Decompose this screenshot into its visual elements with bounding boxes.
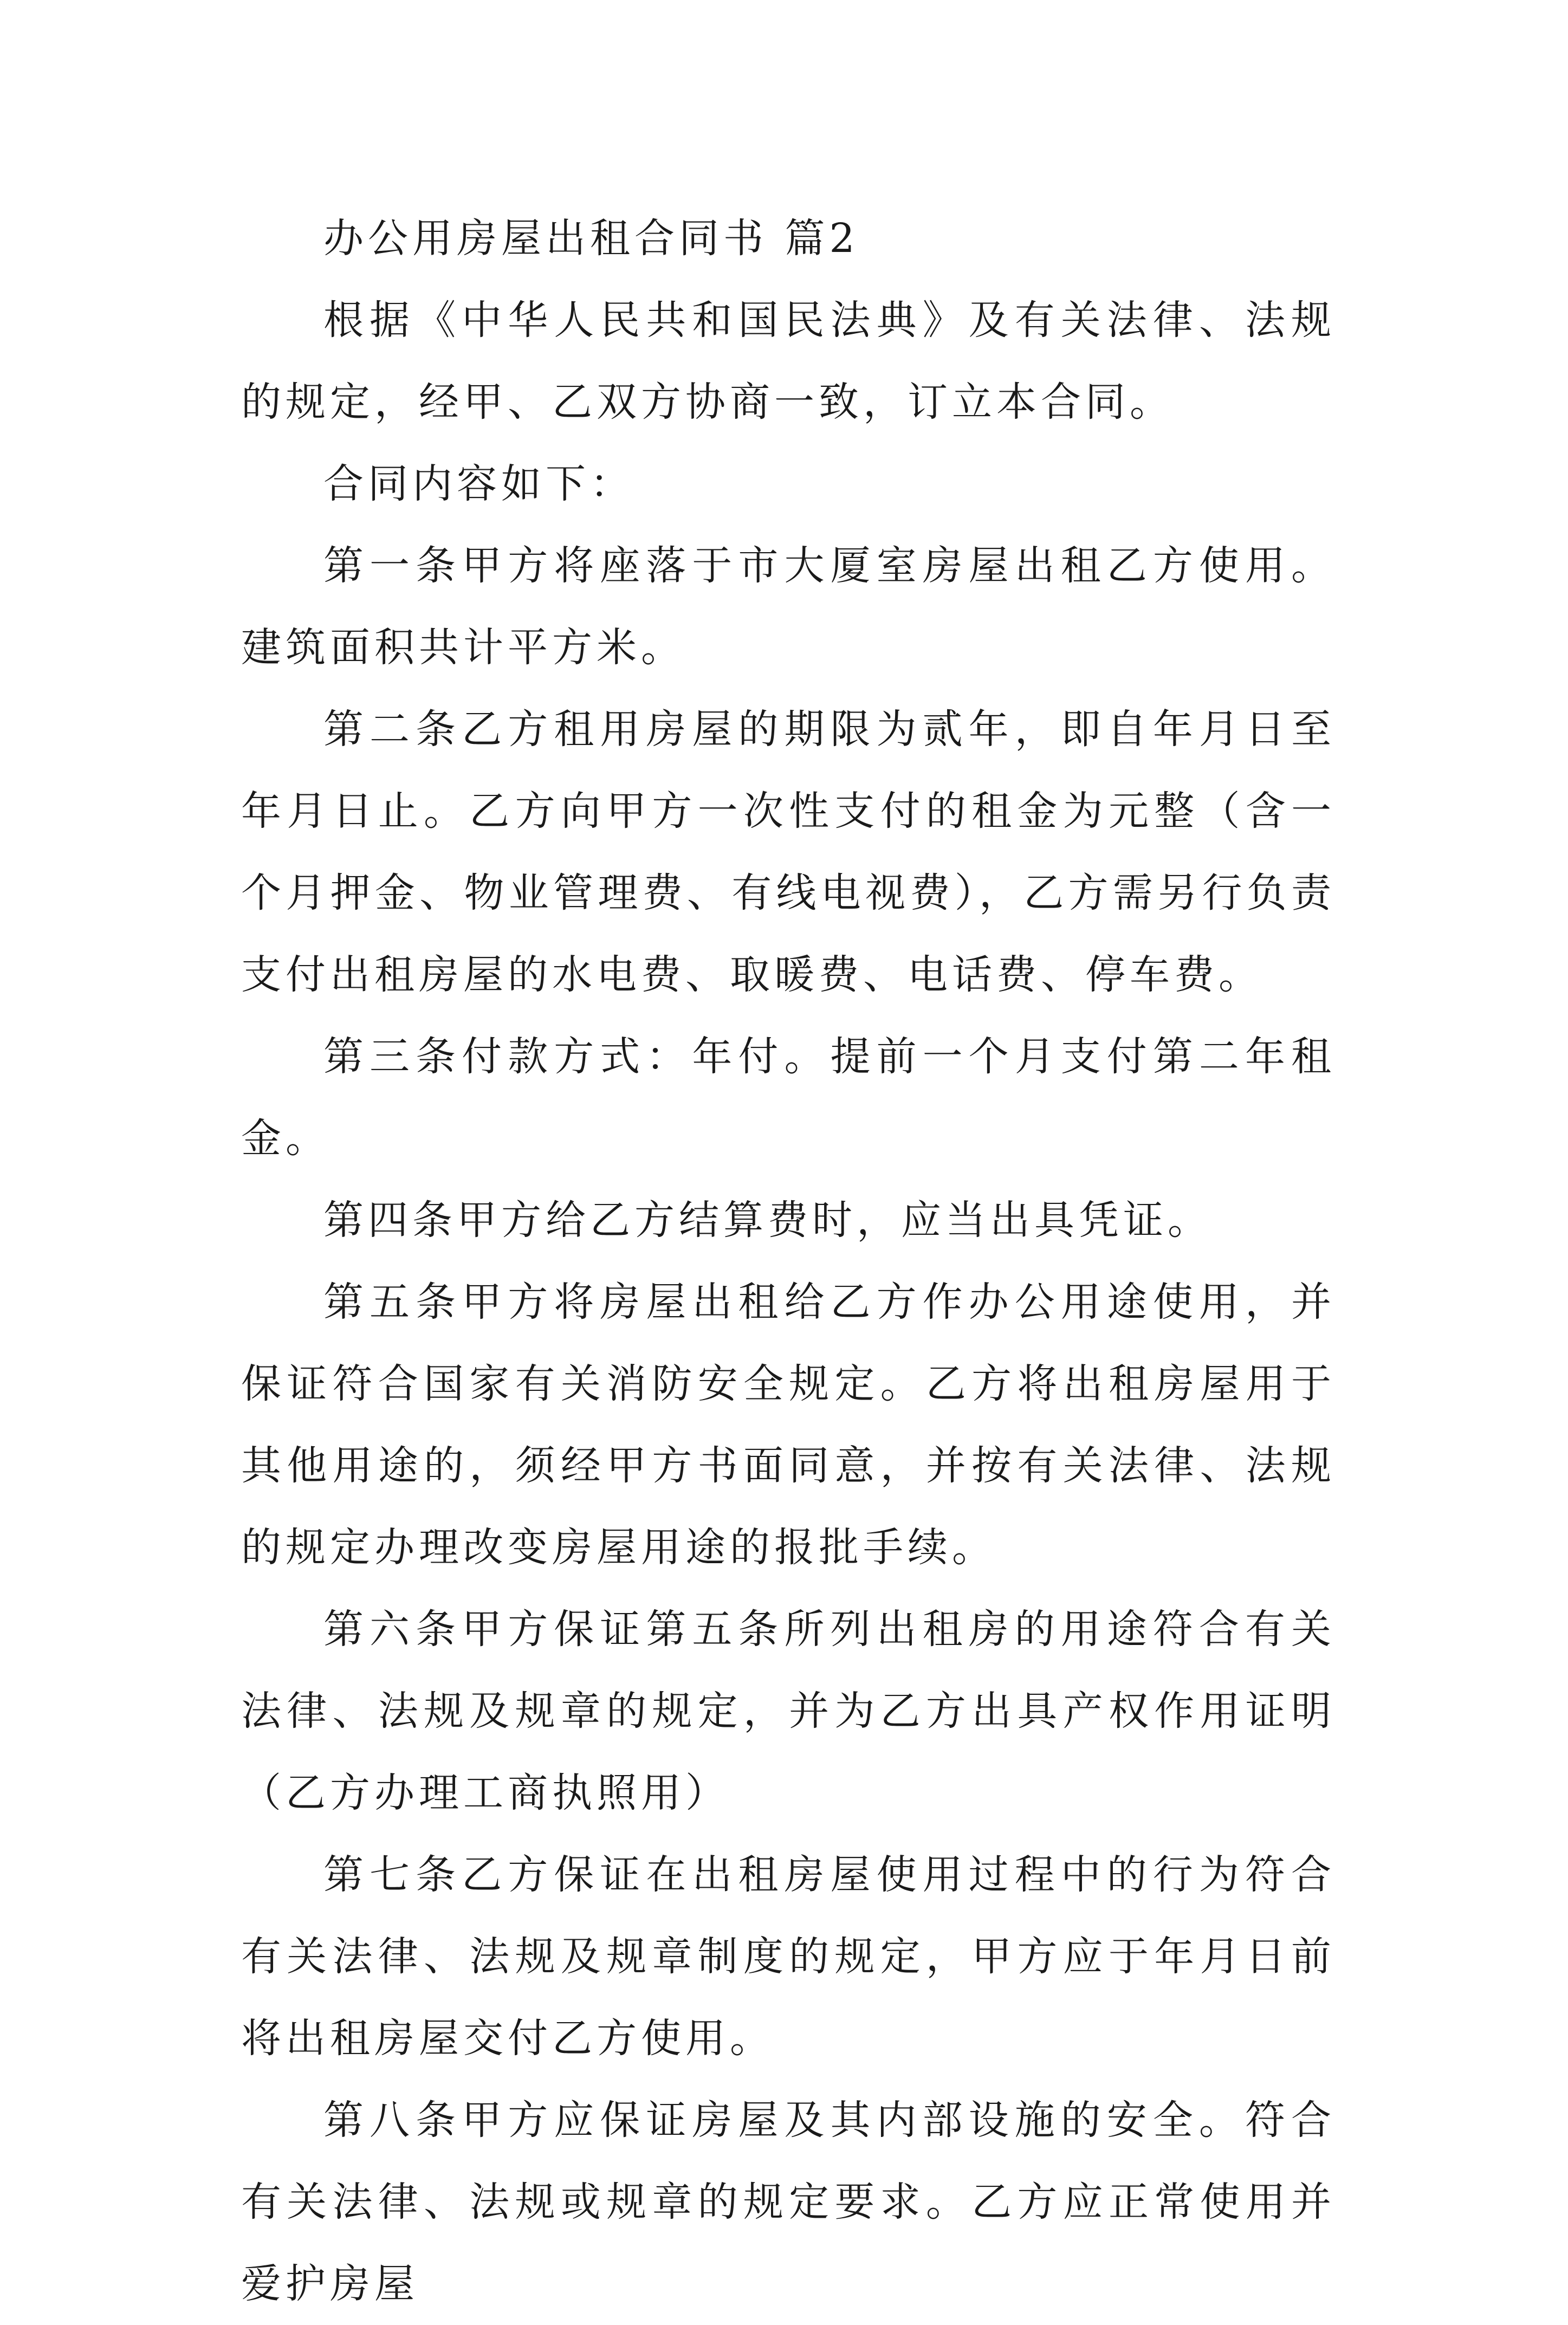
document-title: 办公用房屋出租合同书 篇2 bbox=[323, 215, 859, 262]
paragraph-article-5: 第五条甲方将房屋出租给乙方作办公用途使用，并保证符合国家有关消防安全规定。乙方将出租房屋用于其他用途的，须经甲方书面同意，并按有关法律、法规的规定办理改变房屋用途的报批手续。 bbox=[241, 1279, 1336, 1571]
paragraph-legal-basis: 根据《中华人民共和国民法典》及有关法律、法规的规定，经甲、乙双方协商一致，订立本合同。 bbox=[241, 297, 1336, 425]
paragraph-article-1: 第一条甲方将座落于市大厦室房屋出租乙方使用。建筑面积共计平方米。 bbox=[241, 542, 1336, 671]
document-body bbox=[241, 198, 1336, 2325]
paragraph-article-7: 第七条乙方保证在出租房屋使用过程中的行为符合有关法律、法规及规章制度的规定，甲方应于年月日前将出租房屋交付乙方使用。 bbox=[241, 1851, 1336, 2062]
paragraph-article-6: 第六条甲方保证第五条所列出租房的用途符合有关法律、法规及规章的规定，并为乙方出具产权作用证明（乙方办理工商执照用） bbox=[241, 1606, 1336, 1816]
paragraph-article-2: 第二条乙方租用房屋的期限为贰年，即自年月日至年月日止。乙方向甲方一次性支付的租金为元整（含一个月押金、物业管理费、有线电视费），乙方需另行负责支付出租房屋的水电费、取暖费、电话费、停车费。 bbox=[241, 706, 1336, 998]
paragraph-article-4: 第四条甲方给乙方结算费时，应当出具凭证。 bbox=[323, 1197, 1212, 1244]
paragraph-contents-intro: 合同内容如下： bbox=[323, 461, 634, 507]
paragraph-article-3: 第三条付款方式：年付。提前一个月支付第二年租金。 bbox=[241, 1033, 1336, 1162]
paragraph-article-8: 第八条甲方应保证房屋及其内部设施的安全。符合有关法律、法规或规章的规定要求。乙方应正常使用并爱护房屋 bbox=[241, 2097, 1336, 2307]
